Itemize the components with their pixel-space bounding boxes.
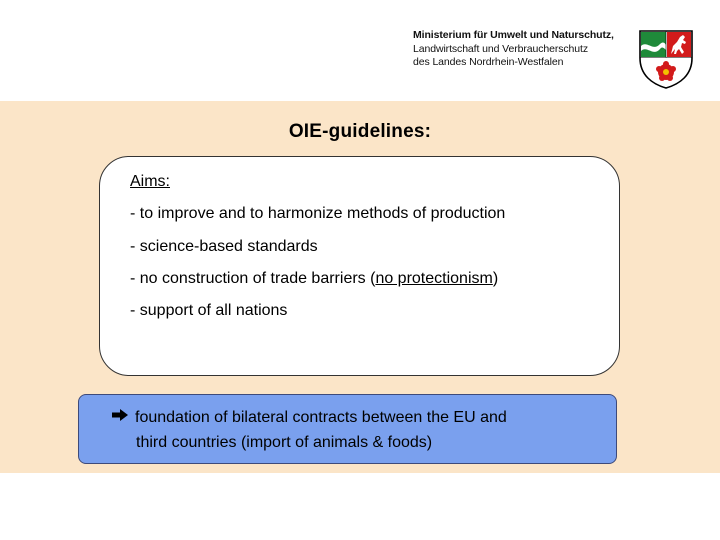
aim-item <box>130 270 498 288</box>
aim-item: - support of all nations <box>130 302 288 319</box>
foundation-line-1 <box>111 405 507 430</box>
foundation-line-2: third countries (import of animals & foods) <box>136 434 433 451</box>
aim-item: - science-based standards <box>130 238 318 255</box>
aim-item-text: - no construction of trade barriers ( <box>130 270 376 287</box>
aim-item-underlined: no protectionism <box>375 270 493 287</box>
aims-box <box>99 156 620 376</box>
foundation-text <box>111 405 507 455</box>
ministry-line-1: Ministerium für Umwelt und Naturschutz, <box>413 29 614 41</box>
slide-title: OIE-guidelines: <box>288 121 432 142</box>
ministry-header <box>413 29 614 70</box>
ministry-line-3: des Landes Nordrhein-Westfalen <box>413 56 564 68</box>
nrw-coat-of-arms-icon <box>636 28 696 90</box>
foundation-line-1-text: foundation of bilateral contracts between the EU and <box>135 409 507 426</box>
aims-label: Aims: <box>130 173 170 190</box>
aim-item-close: ) <box>492 270 499 287</box>
right-arrow-icon <box>111 408 129 422</box>
aim-item: - to improve and to harmonize methods of production <box>130 205 506 222</box>
ministry-line-2: Landwirtschaft und Verbraucherschutz <box>413 42 589 55</box>
